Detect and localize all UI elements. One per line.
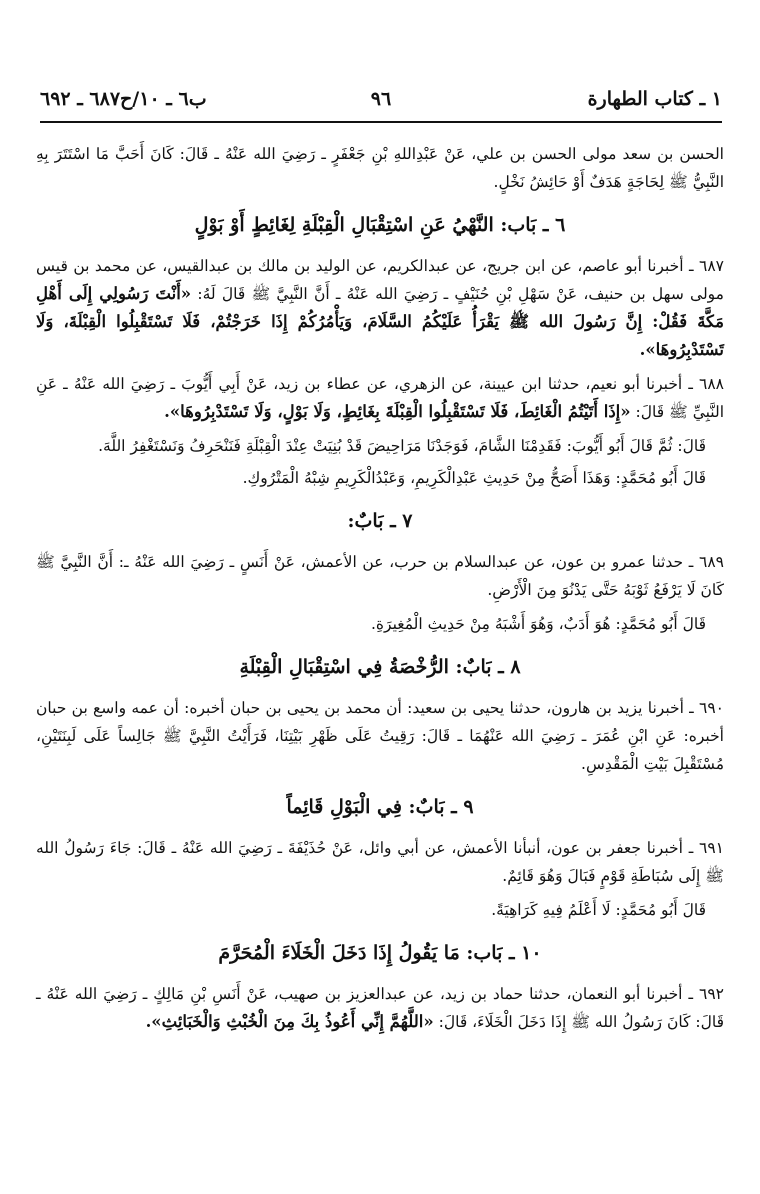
- hadith-691-note: قَالَ أَبُو مُحَمَّدٍ: لَا أَعْلَمُ فِيهِ كَرَاهِيَةً.: [491, 901, 706, 919]
- hadith-688-note-2: قَالَ أَبُو مُحَمَّدٍ: وَهَذَا أَصَحُّ مِنْ حَدِيثِ عَبْدِالْكَرِيمِ، وَعَبْدُالْكَرِيمِ شِبْهُ الْمَتْرُوكِ.: [242, 469, 706, 487]
- chapter-heading-6: ٦ ـ بَاب: النَّهْيُ عَنِ اسْتِقْبَالِ الْقِبْلَةِ لِغَائِطٍ أَوْ بَوْلٍ: [194, 214, 566, 236]
- hadith-692: [36, 980, 724, 1036]
- hadith-692-matn: «اللَّهُمَّ إِنِّي أَعُوذُ بِكَ مِنَ الْخُبْثِ وَالْخَبَائِثِ».: [145, 1012, 434, 1031]
- chapter-heading-10: ١٠ ـ بَاب: مَا يَقُولُ إِذَا دَخَلَ الْخَلَاءَ الْمُحَرَّمَ: [218, 942, 542, 964]
- hadith-689: ٦٨٩ ـ حدثنا عمرو بن عون، عن عبدالسلام بن حرب، عن الأعمش، عَنْ أَنَسٍ ـ رَضِيَ الله عَنْهُ ـ: أَنَّ النَّبِيَّ ﷺ كَانَ لَا يَرْفَعُ ثَوْبَهُ حَتَّى يَدْنُوَ مِنَ الْأَرْضِ.: [36, 553, 724, 599]
- hadith-688-isnad: ٦٨٨ ـ أخبرنا أبو نعيم، حدثنا ابن عيينة، عن الزهري، عن عطاء بن زيد، عَنْ أَبِي أَيُّوبَ ـ رَضِيَ الله عَنْهُ ـ عَنِ النَّبِيِّ ﷺ قَالَ:: [36, 375, 724, 421]
- header-rule: [40, 121, 722, 123]
- chapter-heading-8: ٨ ـ بَابٌ: الرُّخْصَةُ فِي اسْتِقْبَالِ الْقِبْلَةِ: [239, 656, 521, 678]
- hadith-689-note: قَالَ أَبُو مُحَمَّدٍ: هُوَ أَدَبٌ، وَهُوَ أَشْبَهُ مِنْ حَدِيثِ الْمُغِيرَةِ.: [370, 615, 706, 633]
- hadith-688: [36, 370, 724, 426]
- hadith-690: ٦٩٠ ـ أخبرنا يزيد بن هارون، حدثنا يحيى بن سعيد: أن محمد بن يحيى بن حبان أخبره: أن عمه واسع بن حبان أخبره: عَنِ ابْنِ عُمَرَ ـ رَضِيَ الله عَنْهُمَا ـ قَالَ: رَقِيتُ عَلَى ظَهْرِ بَيْتِنَا، فَرَأَيْتُ النَّبِيَّ ﷺ جَالِساً عَلَى لَبِنَتَيْنِ، مُسْتَقْبِلَ بَيْتِ الْمَقْدِسِ.: [36, 699, 724, 773]
- intro-paragraph: الحسن بن سعد مولى الحسن بن علي، عَنْ عَبْدِاللهِ بْنِ جَعْفَرٍ ـ رَضِيَ الله عَنْهُ ـ قَالَ: كَانَ أَحَبَّ مَا اسْتَتَرَ بِهِ النَّبِيُّ ﷺ لِحَاجَةٍ هَدَفٌ أَوْ حَائِشُ نَخْلٍ.: [36, 145, 724, 191]
- page-body: [36, 140, 724, 1042]
- hadith-687-isnad: ٦٨٧ ـ أخبرنا أبو عاصم، عن ابن جريج، عن عبدالكريم، عن الوليد بن مالك بن عبدالقيس، عن محمد بن قيس مولى سهل بن حنيف، عَنْ سَهْلِ بْنِ حُنَيْفٍ ـ رَضِيَ الله عَنْهُ ـ أَنَّ النَّبِيَّ ﷺ قَالَ لَهُ:: [36, 257, 724, 303]
- hadith-692-isnad: ٦٩٢ ـ أخبرنا أبو النعمان، حدثنا حماد بن زيد، عن عبدالعزيز بن صهيب، عَنْ أَنَسِ بْنِ مَالِكٍ ـ رَضِيَ الله عَنْهُ ـ قَالَ: كَانَ رَسُولُ الله ﷺ إِذَا دَخَلَ الْخَلَاءَ، قَالَ:: [36, 985, 724, 1031]
- hadith-687-matn: «أَنْتَ رَسُولِي إِلَى أَهْلِ مَكَّةَ فَقُلْ: إِنَّ رَسُولَ الله ﷺ يَقْرَأُ عَلَيْكُمُ السَّلَامَ، وَيَأْمُرُكُمْ إِذَا خَرَجْتُمْ، فَلَا تَسْتَقْبِلُوا الْقِبْلَةَ، وَلَا تَسْتَدْبِرُوهَا».: [36, 284, 724, 359]
- book-title: ١ ـ كتاب الطهارة: [587, 88, 722, 110]
- page-number: ٩٦: [370, 88, 392, 110]
- hadith-688-note-1: قَالَ: ثُمَّ قَالَ أَبُو أَيُّوبَ: فَقَدِمْنَا الشَّامَ، فَوَجَدْنَا مَرَاحِيضَ قَدْ بُنِيَتْ عِنْدَ الْقِبْلَةِ فَنَنْحَرِفُ وَنَسْتَغْفِرُ اللَّهَ.: [98, 437, 706, 455]
- hadith-range: ب٦ ـ ١٠/ح٦٨٧ ـ ٦٩٢: [40, 88, 207, 110]
- chapter-heading-7: ٧ ـ بَابٌ:: [347, 510, 413, 532]
- hadith-691: ٦٩١ ـ أخبرنا جعفر بن عون، أنبأنا الأعمش، عن أبي وائل، عَنْ حُذَيْفَةَ ـ رَضِيَ الله عَنْهُ ـ قَالَ: جَاءَ رَسُولُ الله ﷺ إِلَى سُبَاطَةِ قَوْمٍ فَبَالَ وَهُوَ قَائِمٌ.: [36, 839, 724, 885]
- chapter-heading-9: ٩ ـ بَابٌ: فِي الْبَوْلِ قَائِماً: [286, 796, 474, 818]
- hadith-687: [36, 252, 724, 364]
- running-header: [40, 84, 722, 118]
- hadith-688-matn: «إِذَا أَتَيْتُمُ الْغَائِطَ، فَلَا تَسْتَقْبِلُوا الْقِبْلَةَ بِغَائِطٍ، وَلَا بَوْلٍ، وَلَا تَسْتَدْبِرُوهَا».: [164, 402, 631, 421]
